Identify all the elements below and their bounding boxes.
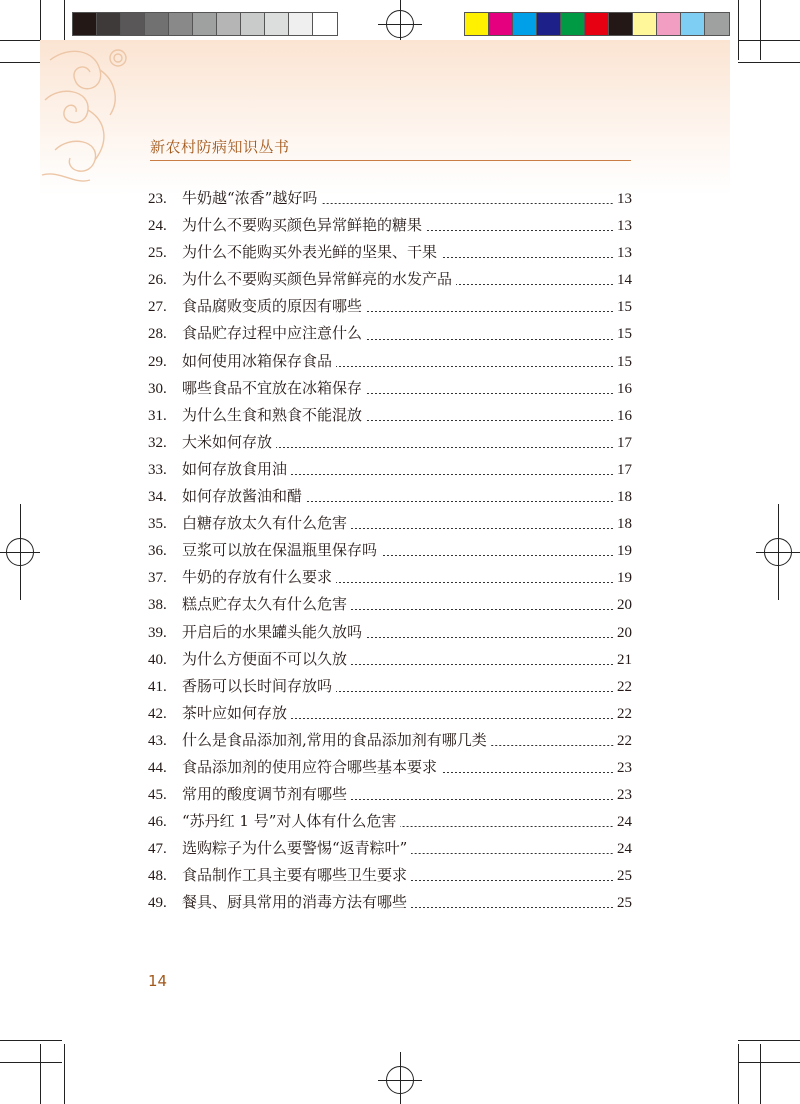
dot-leader [411,880,614,881]
toc-entry-number: 25. [148,245,167,262]
toc-entry-title: “苏丹红 1 号”对人体有什么危害 [182,812,397,831]
toc-entry-number: 43. [148,732,167,749]
toc-entry-number: 29. [148,353,167,370]
toc-entry-number: 33. [148,461,167,478]
dot-leader [306,501,614,502]
toc-entry-number: 48. [148,868,167,885]
toc-entry-title: 哪些食品不宜放在冰箱保存 [182,378,363,397]
color-swatch [561,13,585,35]
dot-leader [336,366,614,367]
dot-leader [441,257,614,258]
toc-entry[interactable] [148,675,632,702]
toc-entry-title: 常用的酸度调节剂有哪些 [182,785,348,804]
gray-swatch [265,13,289,35]
color-swatch [681,13,705,35]
toc-entry-number: 35. [148,516,167,533]
toc-entry-title: 茶叶应如何存放 [182,703,288,722]
dot-leader [351,664,614,665]
toc-entry[interactable] [148,566,632,593]
toc-entry[interactable] [148,702,632,729]
toc-entry-number: 40. [148,651,167,668]
page-number: 14 [148,972,168,990]
toc-entry-title: 食品腐败变质的原因有哪些 [182,297,363,316]
dot-leader [366,637,614,638]
toc-entry-page: 18 [617,516,632,533]
color-swatch [609,13,633,35]
toc-entry-number: 26. [148,272,167,289]
dot-leader [351,528,614,529]
dot-leader [400,826,614,827]
toc-entry[interactable] [148,458,632,485]
gray-swatch [289,13,313,35]
toc-entry[interactable] [148,621,632,648]
dot-leader [336,691,614,692]
toc-entry-title: 大米如何存放 [182,432,273,451]
toc-entry-number: 30. [148,380,167,397]
color-swatch [633,13,657,35]
dot-leader [456,284,614,285]
toc-entry[interactable] [148,377,632,404]
grayscale-calibration-bar [72,12,338,36]
toc-entry-page: 25 [617,895,632,912]
gray-swatch [241,13,265,35]
toc-entry-number: 32. [148,434,167,451]
table-of-contents [148,187,632,919]
color-swatch [513,13,537,35]
dot-leader [351,799,614,800]
toc-entry-page: 13 [617,218,632,235]
toc-entry[interactable] [148,431,632,458]
toc-entry-number: 28. [148,326,167,343]
toc-entry-page: 13 [617,245,632,262]
gray-swatch [169,13,193,35]
toc-entry-title: 如何使用冰箱保存食品 [182,351,333,370]
gray-swatch [313,13,337,35]
toc-entry-number: 41. [148,678,167,695]
toc-entry-title: 选购粽子为什么要警惕“返青粽叶” [182,839,408,858]
toc-entry-title: 如何存放食用油 [182,459,288,478]
dot-leader [441,772,614,773]
toc-entry[interactable] [148,864,632,891]
toc-entry-page: 14 [617,272,632,289]
toc-entry-page: 13 [617,191,632,207]
dot-leader [321,203,614,204]
toc-entry[interactable] [148,783,632,810]
toc-entry-title: 白糖存放太久有什么危害 [182,514,348,533]
toc-entry-page: 17 [617,461,632,478]
toc-entry[interactable] [148,593,632,620]
color-swatch [465,13,489,35]
toc-entry[interactable] [148,810,632,837]
toc-entry-page: 16 [617,407,632,424]
toc-entry-title: 如何存放酱油和醋 [182,487,303,506]
color-swatch [585,13,609,35]
color-swatch [537,13,561,35]
dot-leader [366,311,614,312]
dot-leader [351,609,614,610]
toc-entry-title: 为什么不要购买颜色异常鲜艳的糖果 [182,216,423,235]
toc-entry-title: 为什么不能购买外表光鲜的坚果、干果 [182,243,438,262]
toc-entry[interactable] [148,485,632,512]
dot-leader [426,230,614,231]
dot-leader [291,718,614,719]
dot-leader [381,555,614,556]
toc-entry-title: 为什么方便面不可以久放 [182,649,348,668]
dot-leader [491,745,614,746]
dot-leader [366,393,614,394]
toc-entry-title: 香肠可以长时间存放吗 [182,676,333,695]
toc-entry-number: 36. [148,543,167,560]
toc-entry[interactable] [148,214,632,241]
toc-entry-page: 19 [617,570,632,587]
gray-swatch [145,13,169,35]
toc-entry-number: 38. [148,597,167,614]
toc-entry[interactable] [148,837,632,864]
toc-entry-title: 为什么生食和熟食不能混放 [182,405,363,424]
dot-leader [411,853,614,854]
floral-ornament-icon [40,40,150,190]
toc-entry-page: 15 [617,353,632,370]
toc-entry[interactable] [148,241,632,268]
toc-entry-page: 21 [617,651,632,668]
gray-swatch [217,13,241,35]
toc-entry-title: 豆浆可以放在保温瓶里保存吗 [182,541,378,560]
toc-entry[interactable] [148,404,632,431]
toc-entry-number: 44. [148,759,167,776]
dot-leader [276,447,614,448]
toc-entry-page: 24 [617,841,632,858]
toc-entry-page: 22 [617,678,632,695]
toc-entry-number: 47. [148,841,167,858]
toc-entry-title: 食品制作工具主要有哪些卫生要求 [182,866,408,885]
toc-entry-number: 49. [148,895,167,912]
toc-entry[interactable] [148,756,632,783]
toc-entry-page: 18 [617,489,632,506]
toc-entry-number: 34. [148,489,167,506]
toc-entry[interactable] [148,648,632,675]
toc-entry-title: 牛奶越“浓香”越好吗 [182,189,318,207]
dot-leader [366,420,614,421]
toc-entry-number: 37. [148,570,167,587]
toc-entry-number: 46. [148,814,167,831]
dot-leader [336,582,614,583]
toc-entry[interactable] [148,539,632,566]
toc-entry-page: 22 [617,732,632,749]
toc-entry[interactable] [148,891,632,918]
toc-entry[interactable] [148,512,632,539]
toc-entry-page: 15 [617,326,632,343]
toc-entry-page: 24 [617,814,632,831]
gray-swatch [121,13,145,35]
toc-entry[interactable] [148,295,632,322]
toc-entry-page: 25 [617,868,632,885]
color-swatch [489,13,513,35]
toc-entry-number: 31. [148,407,167,424]
toc-entry[interactable] [148,187,632,214]
color-swatch [705,13,729,35]
color-calibration-bar [464,12,730,36]
toc-entry-number: 39. [148,624,167,641]
toc-entry[interactable] [148,729,632,756]
toc-entry-title: 什么是食品添加剂,常用的食品添加剂有哪几类 [182,730,487,749]
toc-entry[interactable] [148,350,632,377]
toc-entry-number: 42. [148,705,167,722]
toc-entry-page: 15 [617,299,632,316]
toc-entry-page: 16 [617,380,632,397]
toc-entry-page: 23 [617,759,632,776]
toc-entry-title: 食品贮存过程中应注意什么 [182,324,363,343]
gray-swatch [193,13,217,35]
toc-entry-title: 为什么不要购买颜色异常鲜亮的水发产品 [182,270,453,289]
toc-entry-page: 17 [617,434,632,451]
toc-entry-page: 20 [617,624,632,641]
toc-entry-title: 开启后的水果罐头能久放吗 [182,622,363,641]
toc-entry-page: 19 [617,543,632,560]
series-title: 新农村防病知识丛书 [150,138,290,156]
gray-swatch [97,13,121,35]
toc-entry-title: 牛奶的存放有什么要求 [182,568,333,587]
toc-entry-page: 23 [617,787,632,804]
toc-entry-number: 23. [148,191,167,207]
toc-entry[interactable] [148,322,632,349]
toc-entry-number: 45. [148,787,167,804]
color-swatch [657,13,681,35]
toc-entry-title: 糕点贮存太久有什么危害 [182,595,348,614]
dot-leader [366,339,614,340]
toc-entry[interactable] [148,268,632,295]
toc-entry-title: 餐具、厨具常用的消毒方法有哪些 [182,893,408,912]
gray-swatch [73,13,97,35]
dot-leader [411,907,614,908]
toc-entry-number: 24. [148,218,167,235]
header-divider [150,160,631,161]
toc-entry-page: 20 [617,597,632,614]
toc-entry-number: 27. [148,299,167,316]
toc-entry-page: 22 [617,705,632,722]
dot-leader [291,474,614,475]
toc-entry-title: 食品添加剂的使用应符合哪些基本要求 [182,757,438,776]
